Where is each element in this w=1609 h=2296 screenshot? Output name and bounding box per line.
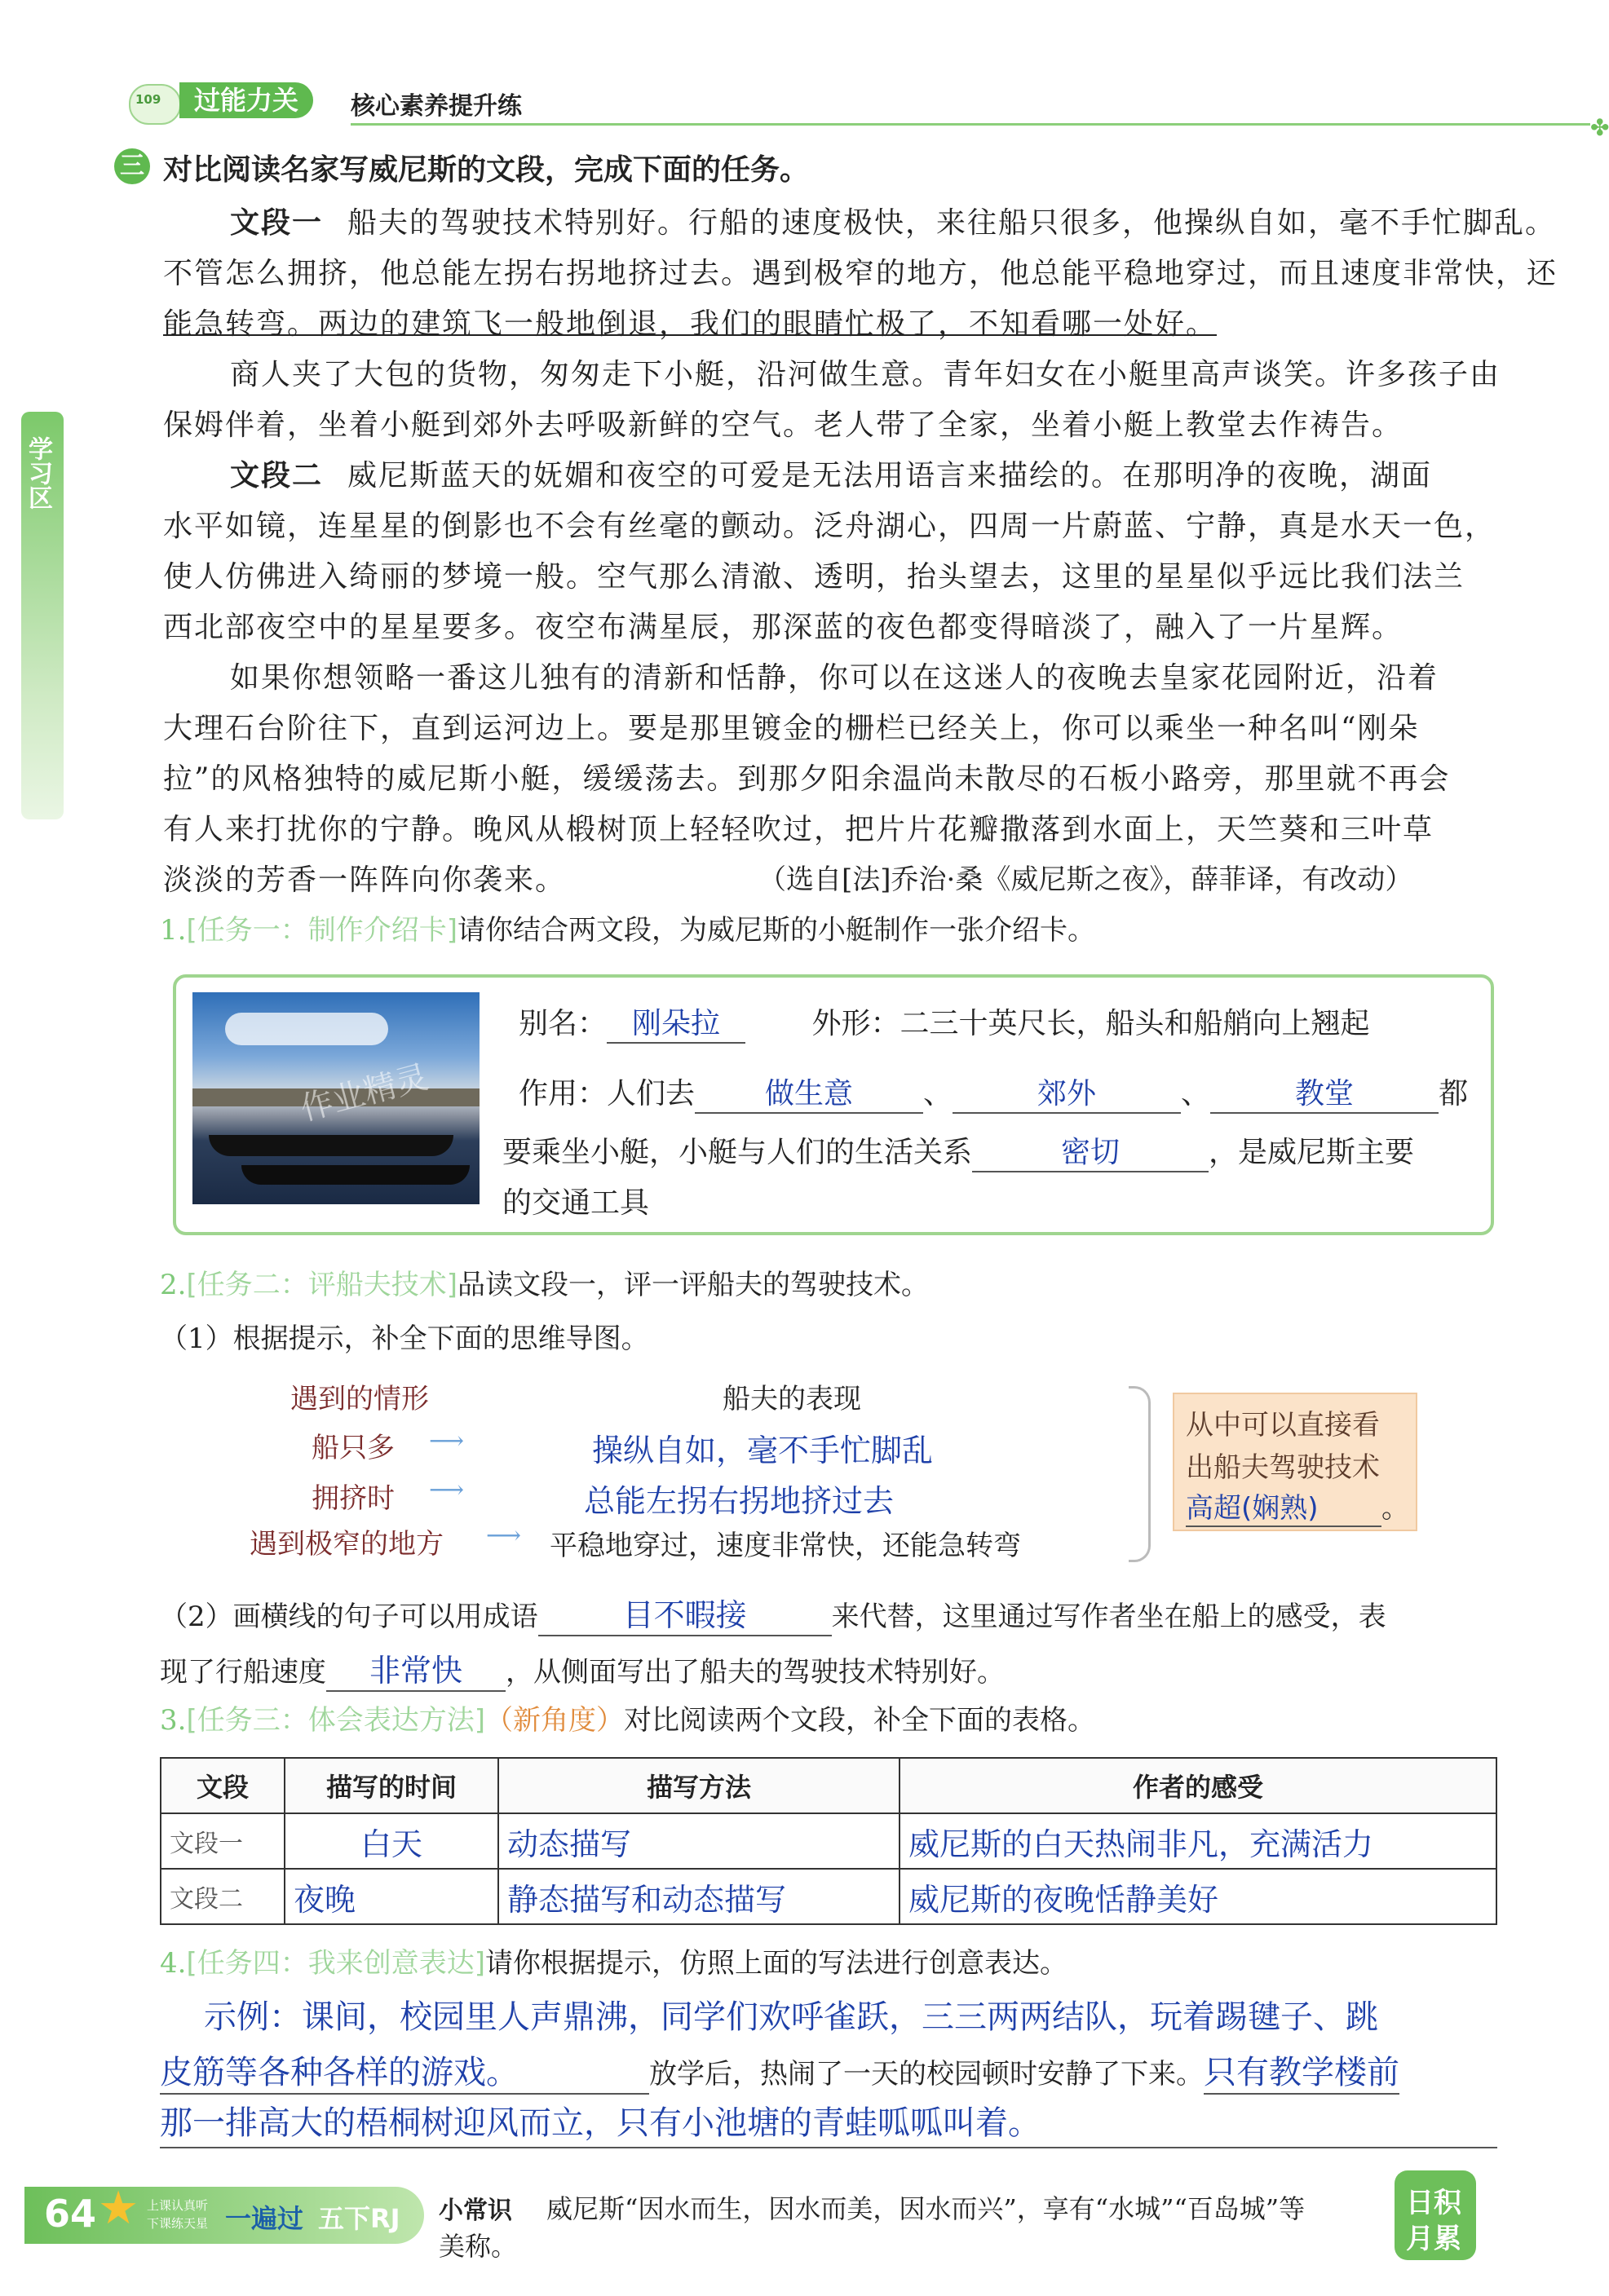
passage-line: 商人夹了大包的货物，匆匆走下小艇，沿河做生意。青年妇女在小艇里高声谈笑。许多孩子由 (230, 358, 1501, 391)
table-cell: 威尼斯的夜晚恬静美好 (900, 1869, 1496, 1924)
box-line3 (1186, 1486, 1409, 1527)
use-answer-1: 做生意 (695, 1071, 923, 1114)
passage-line: 有人来打扰你的宁静。晚风从椴树顶上轻轻吹过，把片片花瓣撒落到水面上，天竺葵和三叶草 (163, 813, 1434, 846)
task2-sub2-line2 (160, 1645, 1005, 1692)
task1-heading (160, 907, 1095, 947)
side-tab (21, 412, 64, 819)
sub2-line2-prefix: 现了行船速度 (160, 1656, 326, 1689)
compare-table (160, 1757, 1497, 1925)
box-end: 。 (1381, 1492, 1409, 1525)
passage-text: 船夫的驾驶技术特别好。行船的速度极快，来往船只很多，他操纵自如，毫不手忙脚乱。 (347, 206, 1557, 240)
shape-text: 二三十英尺长，船头和船艄向上翘起 (900, 1007, 1370, 1040)
table-cell: 威尼斯的白天热闹非凡，充满活力 (900, 1813, 1496, 1869)
use-label: 作用： (519, 1077, 608, 1110)
map-col1-head: 遇到的情形 (290, 1383, 429, 1415)
passage-line: 不管怎么拥挤，他总能左拐右拐地挤过去。遇到极窄的地方，他总能平稳地穿过，而且速度非常快，还 (163, 257, 1558, 290)
brand-small-2: 下课练天星 (147, 2216, 209, 2231)
task3-tag: [任务三：体会表达方法] (186, 1704, 485, 1737)
passage-line: 保姆伴着，坐着小艇到郊外去呼吸新鲜的空气。老人带了全家，坐着小艇上教堂去作祷告。 (163, 408, 1403, 442)
task2-heading (160, 1262, 929, 1302)
sub2-line2-answer: 非常快 (326, 1645, 506, 1692)
badge-line1: 日积 (1406, 2187, 1461, 2219)
task2-tag: [任务二：评船夫技术] (186, 1269, 458, 1301)
part-number: 三 (114, 148, 150, 184)
part-title: 对比阅读名家写威尼斯的文段，完成下面的任务。 (163, 153, 810, 187)
box-line2: 出船夫驾驶技术 (1186, 1451, 1380, 1484)
alias-answer: 刚朵拉 (607, 1000, 745, 1044)
table-cell: 夜晚 (285, 1869, 498, 1924)
arrow-right-icon: ⟶ (486, 1521, 522, 1550)
header-bar (114, 77, 1609, 141)
daily-badge (1395, 2170, 1476, 2260)
passage-line: 淡淡的芳香一阵阵向你袭来。 (163, 863, 567, 897)
relation-prefix: 要乘坐小艇，小艇与人们的生活关系 (502, 1136, 973, 1169)
shape-label: 外形： (811, 1007, 900, 1040)
use-answer-3: 教堂 (1210, 1071, 1439, 1114)
box-line1: 从中可以直接看 (1186, 1409, 1380, 1442)
clover-icon: ✤ (1590, 114, 1609, 141)
table-cell: 文段一 (161, 1813, 285, 1869)
table-header-cell: 文段 (161, 1758, 285, 1813)
table-cell: 白天 (285, 1813, 498, 1869)
card-relation-row (502, 1129, 1414, 1172)
passage-source: （选自[法]乔治·桑《威尼斯之夜》，薛菲译，有改动） (758, 863, 1413, 896)
task2-sub2 (160, 1590, 1386, 1636)
passage-line: 使人仿佛进入绮丽的梦境一般。空气那么清澈、透明，抬头望去，这里的星星似乎远比我们法兰 (163, 560, 1465, 594)
header-rule (351, 123, 1590, 126)
sub2-mid: 来代替，这里通过写作者坐在船上的感受，表 (831, 1601, 1386, 1633)
task1-prompt: 请你结合两文段，为威尼斯的小艇制作一张介绍卡。 (457, 914, 1095, 947)
map-answer-3: 平稳地穿过，速度非常快，还能急转弯 (550, 1530, 1021, 1562)
map-answer-2: 总能左拐右拐地挤过去 (584, 1483, 895, 1519)
passage-line (163, 301, 1217, 342)
grade: 五下RJ (318, 2203, 400, 2234)
relation-answer: 密切 (972, 1129, 1209, 1172)
passage-text: 威尼斯蓝天的妩媚和夜空的可爱是无法用语言来描绘的。在那明净的夜晚，湖面 (347, 459, 1433, 492)
table-header-cell: 描写的时间 (285, 1758, 498, 1813)
badge-line2: 月累 (1406, 2223, 1461, 2255)
map-situation-2: 拥挤时 (312, 1482, 395, 1515)
task4-answer-b: 只有教学楼前 (1204, 2047, 1399, 2095)
table-header-cell: 作者的感受 (900, 1758, 1496, 1813)
table-header-row (161, 1758, 1496, 1813)
tip-label: 小常识 (439, 2197, 512, 2225)
card-alias-row (519, 1000, 1370, 1044)
box-answer: 高超(娴熟) (1186, 1486, 1381, 1527)
task3-new: （新角度） (484, 1704, 624, 1737)
passage-line: 水平如镜，连星星的倒影也不会有丝毫的颤动。泛舟湖心，四周一片蔚蓝、宁静，真是水天一色， (163, 510, 1496, 543)
header-badge-number: 109 (135, 92, 161, 107)
table-cell: 动态描写 (498, 1813, 900, 1869)
task4-num: 4. (160, 1947, 187, 1980)
card-use-row (519, 1071, 1468, 1114)
task2-num: 2. (160, 1269, 187, 1301)
map-col2-head: 船夫的表现 (723, 1383, 861, 1415)
brand-small-1: 上课认真听 (147, 2198, 209, 2213)
watermark: 作业精灵 (296, 1057, 433, 1128)
use-answer-2: 郊外 (953, 1071, 1181, 1114)
task4-answer-a: 皮筋等各种各样的游戏。 (160, 2047, 649, 2095)
task4-line2 (160, 2047, 1399, 2095)
brand: 一遍过 (225, 2203, 304, 2234)
header-subtitle: 核心素养提升练 (351, 92, 522, 121)
task2-sub1: （1）根据提示，补全下面的思维导图。 (160, 1322, 649, 1355)
task3-prompt: 对比阅读两个文段，补全下面的表格。 (623, 1704, 1095, 1737)
task4-tag: [任务四：我来创意表达] (186, 1947, 485, 1980)
separator: 、 (923, 1077, 953, 1110)
task4-line3: 那一排高大的梧桐树迎风而立，只有小池塘的青蛙呱呱叫着。 (160, 2097, 1497, 2148)
passage-lead: 文段二 (230, 459, 324, 492)
table-cell: 文段二 (161, 1869, 285, 1924)
passage-line (230, 200, 1556, 241)
photo-gondola (241, 1165, 470, 1185)
table-row (161, 1813, 1496, 1869)
photo-cloud (225, 1013, 388, 1045)
intro-card (173, 974, 1494, 1235)
task4-line1: 示例：课间，校园里人声鼎沸，同学们欢呼雀跃，三三两两结队，玩着踢毽子、跳 (204, 1998, 1378, 2036)
task2-prompt: 品读文段一，评一评船夫的驾驶技术。 (457, 1269, 929, 1301)
separator: 、 (1181, 1077, 1211, 1110)
alias-label: 别名： (519, 1007, 608, 1040)
arrow-right-icon: ⟶ (429, 1427, 465, 1455)
table-cell: 静态描写和动态描写 (498, 1869, 900, 1924)
task4-prompt: 请你根据提示，仿照上面的写法进行创意表达。 (484, 1947, 1068, 1980)
mind-map (160, 1362, 1432, 1582)
passage-line: 拉”的风格独特的威尼斯小艇，缓缓荡去。到那夕阳余温尚未散尽的石板小路旁，那里就不再会 (163, 762, 1451, 796)
tip-text-2: 美称。 (439, 2231, 518, 2262)
relation-end: 的交通工具 (502, 1186, 650, 1220)
task1-tag: [任务一：制作介绍卡] (186, 914, 458, 947)
use-suffix: 都 (1439, 1077, 1469, 1110)
passage-line: 如果你想领略一番这儿独有的清新和恬静，你可以在这迷人的夜晚去皇家花园附近，沿着 (230, 661, 1439, 695)
tip-text: 威尼斯“因水而生，因水而美，因水而兴”，享有“水城”“百岛城”等 (546, 2193, 1306, 2224)
map-conclusion-box (1173, 1393, 1417, 1531)
footer (24, 2170, 1509, 2268)
passage-lead: 文段一 (230, 206, 324, 240)
task1-num: 1. (160, 914, 187, 947)
table-header-cell: 描写方法 (498, 1758, 900, 1813)
passage-line: 西北部夜空中的星星要多。夜空布满星辰，那深蓝的夜色都变得暗淡了，融入了一片星辉。 (163, 611, 1403, 644)
sub2-prefix: （2）画横线的句子可以用成语 (160, 1601, 538, 1633)
passage-line: 大理石台阶往下，直到运河边上。要是那里镀金的栅栏已经关上，你可以乘坐一种名叫“刚朵 (163, 712, 1420, 745)
header-section-label: 过能力关 (179, 82, 313, 118)
map-situation-1: 船只多 (312, 1432, 395, 1464)
task3-num: 3. (160, 1704, 187, 1737)
sub2-line2-suffix: ，从侧面写出了船夫的驾驶技术特别好。 (506, 1656, 1005, 1689)
sub2-answer: 目不暇接 (538, 1590, 832, 1636)
photo-gondola (209, 1135, 453, 1156)
passage-line (230, 453, 1432, 494)
map-situation-3: 遇到极窄的地方 (250, 1528, 444, 1561)
page-number: 64 (44, 2192, 97, 2236)
use-prefix: 人们去 (607, 1077, 696, 1110)
passage-text: 能急转弯。两边的建筑飞一般地倒退，我们的眼睛忙极了，不知看哪一处好。 (163, 307, 1218, 341)
task4-mid: 放学后，热闹了一天的校园顿时安静了下来。 (649, 2058, 1204, 2091)
table-row (161, 1869, 1496, 1924)
star-mascot-icon: ★ (98, 2182, 139, 2235)
task3-heading (160, 1698, 1095, 1737)
relation-suffix: ，是威尼斯主要 (1209, 1136, 1415, 1169)
map-brace (1129, 1386, 1151, 1562)
task4-heading (160, 1941, 1068, 1980)
side-tab-label: 学习区 (24, 436, 52, 510)
map-answer-1: 操纵自如，毫不手忙脚乱 (592, 1433, 934, 1468)
arrow-right-icon: ⟶ (429, 1476, 465, 1504)
